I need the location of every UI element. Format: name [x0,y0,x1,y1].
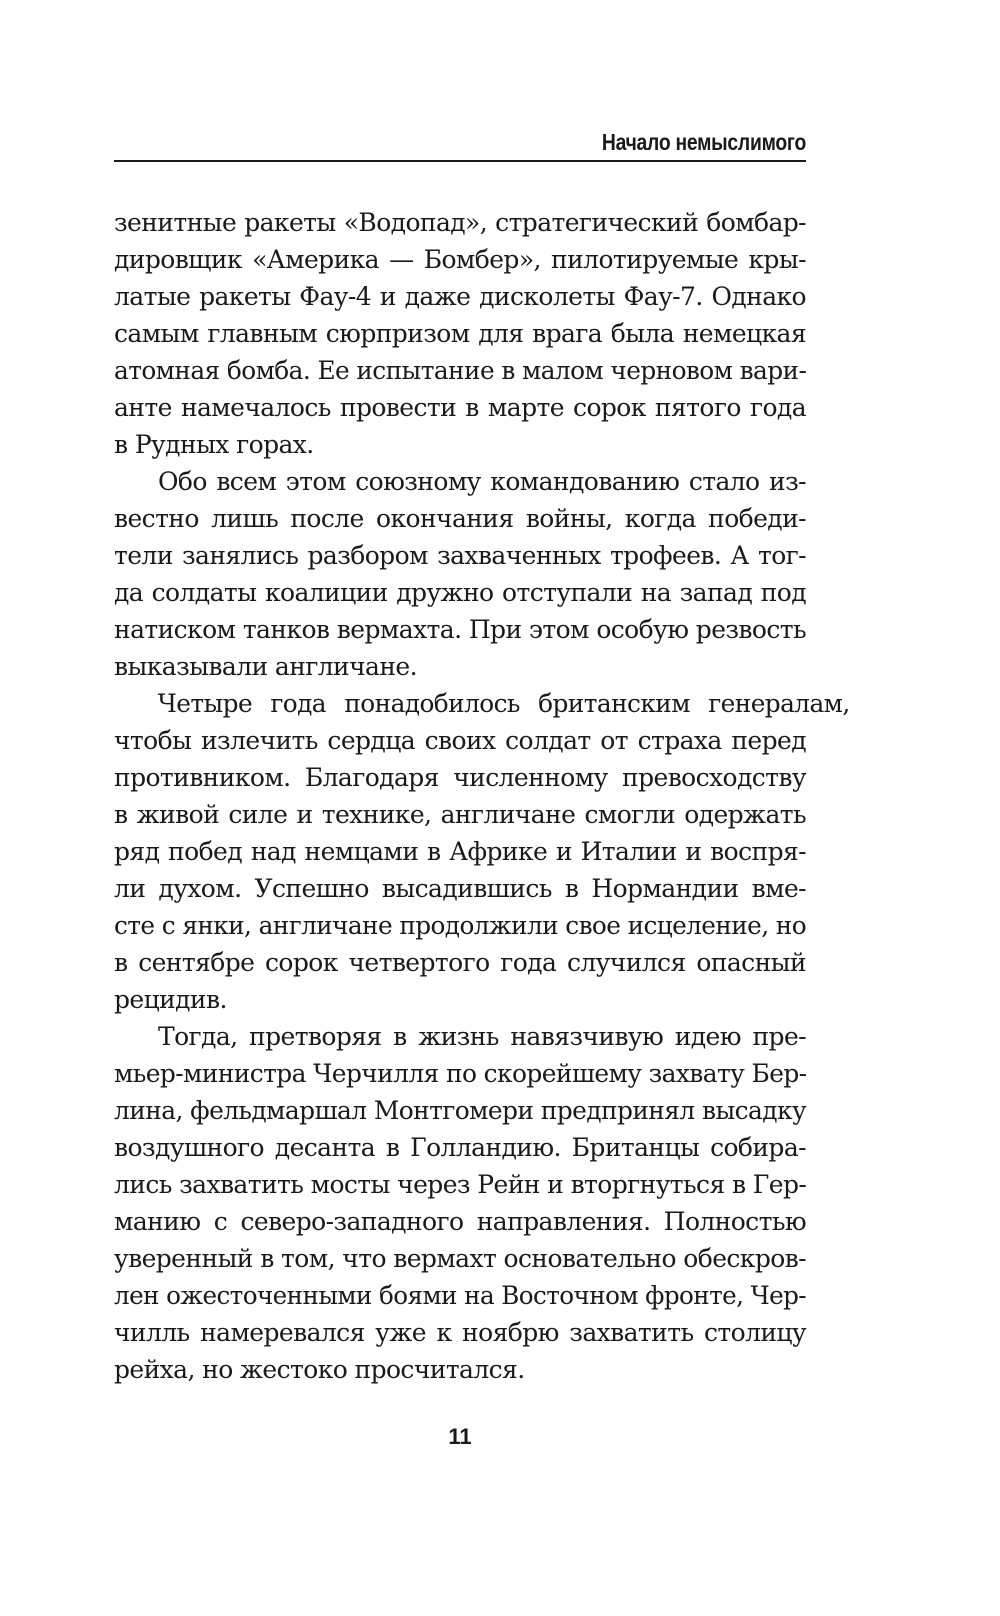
text-line: лина, фельдмаршал Монтгомери предпринял высадку [114,1096,807,1125]
text-line: в живой силе и технике, англичане смогли одержать [114,800,806,829]
text-line: воздушного десанта в Голландию. Британцы собира- [114,1133,806,1162]
text-line: чтобы излечить сердца своих солдат от страха перед [114,726,806,755]
text-line: Обо всем этом союзному командованию стало из- [158,467,806,496]
text-line: мьер-министра Черчилля по скорейшему захвату Бер- [114,1059,807,1088]
text-line: сте с янки, англичане продолжили свое исцеление, но [114,911,807,940]
text-line: в сентябре сорок четвертого года случился опасный [114,948,806,977]
text-line: атомная бомба. Ее испытание в малом черновом вари- [114,356,807,385]
text-line: рецидив. [114,985,227,1014]
text-line: чилль намеревался уже к ноябрю захватить столицу [114,1318,806,1347]
text-line: натиском танков вермахта. При этом особую резвость [114,615,806,644]
page-number: 11 [448,1424,472,1449]
text-line: дировщик «Америка — Бомбер», пилотируемые кры- [114,245,806,274]
text-line: лен ожесточенными боями на Восточном фронте, Чер- [114,1281,807,1310]
text-line: ряд побед над немцами в Африке и Италии и воспря- [114,837,806,866]
text-line: самым главным сюрпризом для врага была немецкая [114,319,806,348]
text-line: рейха, но жестоко просчитался. [114,1355,525,1384]
text-line: манию с северо-западного направления. Полностью [114,1207,806,1236]
chapter-title: Начало немыслимого [601,129,806,155]
text-line: латые ракеты Фау-4 и даже дисколеты Фау-7. Однако [114,282,806,311]
text-line: зенитные ракеты «Водопад», стратегический бомбар- [114,208,806,237]
text-line: уверенный в том, что вермахт основательно обескров- [114,1244,806,1273]
text-line: да солдаты коалиции дружно отступали на запад под [114,578,806,607]
text-line: анте намечалось провести в марте сорок пятого года [114,393,806,422]
text-line: противником. Благодаря численному превосходству [114,763,806,792]
text-line: вестно лишь после окончания войны, когда победи- [114,504,806,533]
text-line: ли духом. Успешно высадившись в Нормандии вме- [114,874,806,903]
text-line: в Рудных горах. [114,430,314,459]
text-line: выказывали англичане. [114,652,417,681]
running-header [114,128,806,162]
text-line: Четыре года понадобилось британским генералам, [157,689,850,718]
text-line: Тогда, претворяя в жизнь навязчивую идею пре- [158,1022,806,1051]
text-line: лись захватить мосты через Рейн и вторгнуться в Гер- [114,1170,807,1199]
body-text [114,204,850,1388]
text-line: тели занялись разбором захваченных трофеев. А тог- [114,541,806,570]
